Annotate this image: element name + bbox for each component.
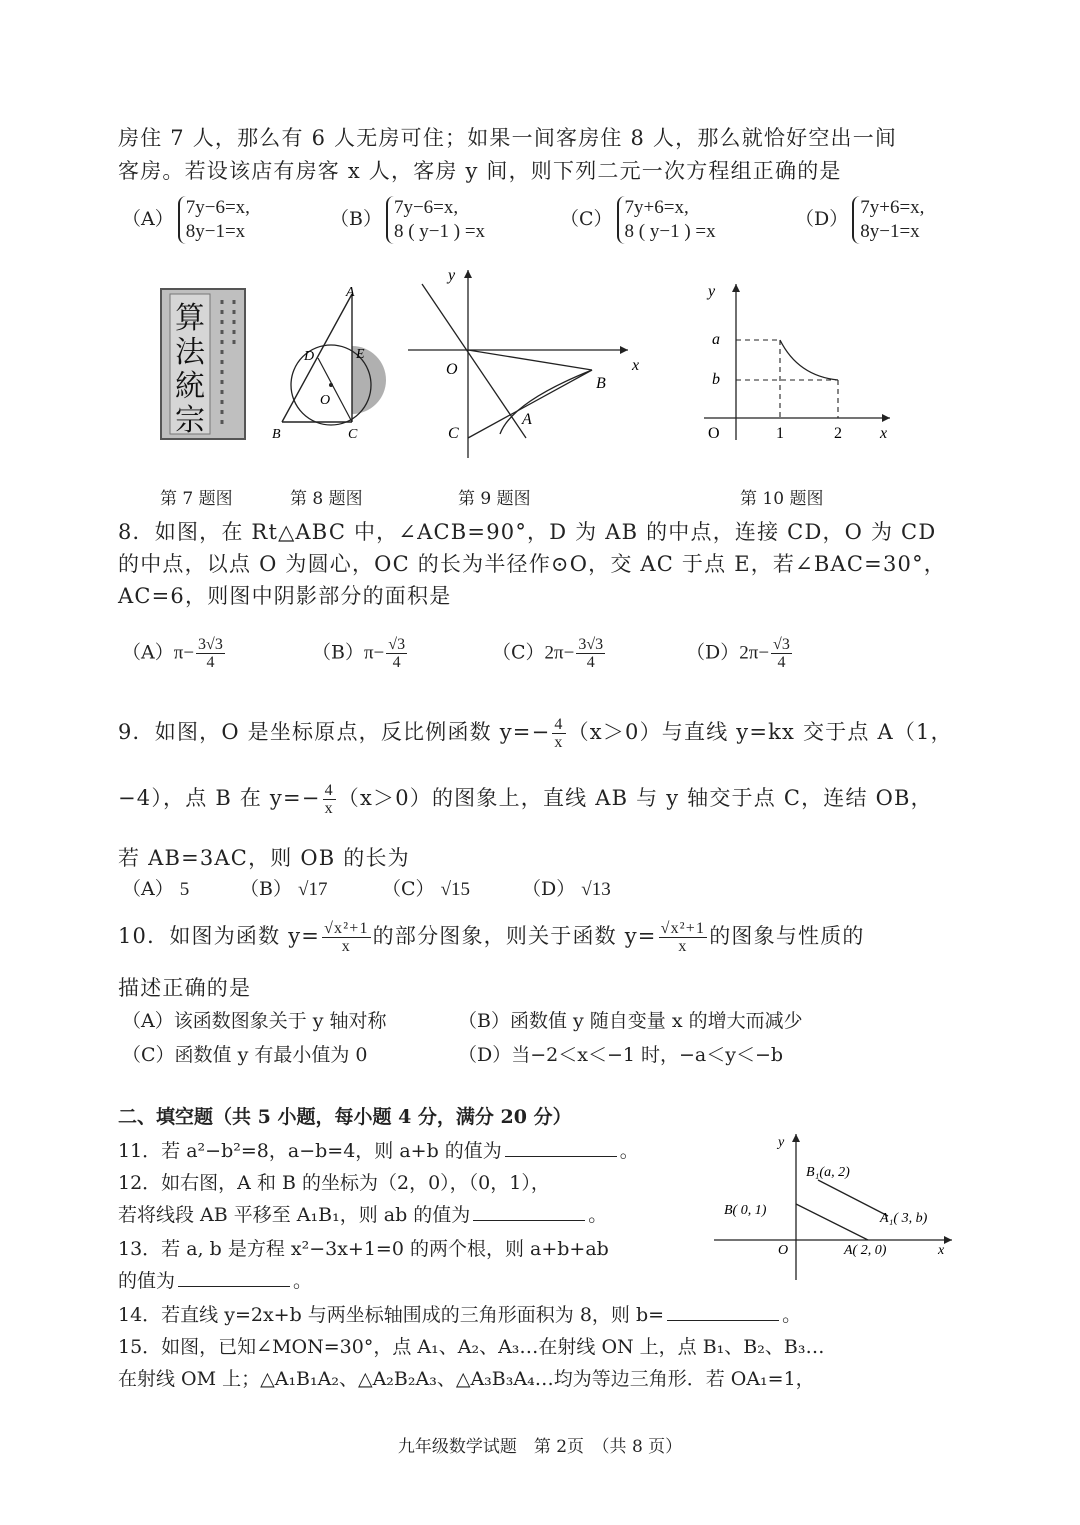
svg-text:宗: 宗 — [175, 403, 205, 438]
q9-line-1: 9．如图，O 是坐标原点，反比例函数 y=− $\frac{4}{x}$ （x＞0）与直线 y=kx 交于点 A（1， — [118, 716, 953, 751]
svg-text:y: y — [708, 283, 716, 300]
fig12-label-a: A( 2, 0) — [844, 1243, 887, 1258]
svg-text:算: 算 — [175, 301, 205, 336]
q9-option-b: （B） √17 — [240, 878, 328, 900]
fig9-caption: 第 9 题图 — [458, 489, 531, 509]
q8-line-3: AC=6，则图中阴影部分的面积是 — [118, 584, 452, 608]
q7-option-a: （A）7y−6=x, 8y−1=x — [122, 197, 250, 242]
fig12-label-x: x — [938, 1243, 945, 1258]
q8-option-b: （B）π− $\frac{√3}{4}$ — [312, 636, 406, 671]
svg-text:a: a — [712, 331, 720, 348]
svg-text:x: x — [880, 425, 888, 442]
fig9-diagram — [400, 262, 650, 462]
svg-text:O: O — [708, 425, 720, 442]
svg-text:1: 1 — [776, 425, 784, 442]
q11: 11．若 a²−b²=8，a−b=4，则 a+b 的值为 。 — [118, 1140, 639, 1162]
q9-line-3: 若 AB=3AC，则 OB 的长为 — [118, 846, 410, 870]
q8-option-d: （D）2π− $\frac{√3}{4}$ — [686, 636, 790, 671]
q9-option-d: （D） √13 — [522, 878, 611, 900]
q7-option-b: （B）7y−6=x, 8 ( y−1 ) =x — [330, 197, 486, 242]
intro-line-2: 客房。若设该店有房客 x 人，客房 y 间，则下列二元一次方程组正确的是 — [118, 159, 842, 183]
svg-text:y: y — [448, 267, 456, 284]
q14-answer-blank[interactable] — [667, 1319, 779, 1321]
q10-option-d: （D）当−2＜x＜−1 时，−a＜y＜−b — [458, 1044, 784, 1066]
svg-text:B: B — [272, 427, 281, 442]
q8-option-a: （A）π− $\frac{3√3}{4}$ — [122, 636, 223, 671]
q8-line-1: 8．如图，在 Rt△ABC 中，∠ACB=90°，D 为 AB 的中点，连接 CD，O 为 CD — [118, 520, 937, 544]
svg-text:統: 統 — [175, 369, 205, 404]
q10-option-c: （C）函数值 y 有最小值为 0 — [122, 1044, 368, 1066]
svg-text:法: 法 — [175, 335, 205, 370]
q8-option-c: （C）2π− $\frac{3√3}{4}$ — [492, 636, 604, 671]
svg-text:C: C — [348, 427, 358, 442]
q10-option-a: （A）该函数图象关于 y 轴对称 — [122, 1010, 387, 1032]
svg-text:b: b — [712, 371, 720, 388]
svg-text:B: B — [596, 375, 606, 392]
svg-text:2: 2 — [834, 425, 842, 442]
intro-line-1: 房住 7 人，那么有 6 人无房可住；如果一间客房住 8 人，那么就恰好空出一间 — [118, 126, 898, 150]
section2-heading: 二、填空题（共 5 小题，每小题 4 分，满分 20 分） — [118, 1106, 572, 1128]
q9-option-a: （A） 5 — [122, 878, 190, 900]
q8-line-2: 的中点，以点 O 为圆心，OC 的长为半径作⊙O，交 AC 于点 E，若∠BAC=30°， — [118, 552, 947, 576]
fig8-caption: 第 8 题图 — [290, 489, 363, 509]
svg-text:D: D — [304, 349, 315, 364]
q10-line-2: 描述正确的是 — [118, 976, 252, 1000]
fig12-label-y: y — [778, 1135, 785, 1150]
fig12-label-a1: A₁( 3, b) — [880, 1211, 928, 1226]
fig12-label-b: B( 0, 1) — [724, 1203, 767, 1218]
q13-answer-blank[interactable] — [178, 1285, 290, 1287]
q10-option-b: （B）函数值 y 随自变量 x 的增大而减少 — [458, 1010, 803, 1032]
q10-line-1: 10．如图为函数 y= $\frac{\text{√x²+1}}{x}$ 的部分图象，则关于函数 y= $\frac{\text{√x²+1}}{x}$ 的图象与性质的 — [118, 920, 865, 955]
fig7-book-image — [160, 288, 246, 440]
svg-text:A: A — [346, 285, 355, 300]
q15-line-1: 15．如图，已知∠MON=30°，点 A₁、A₂、A₃…在射线 ON 上，点 B₁、B₂、B₃… — [118, 1336, 825, 1358]
page-footer: 九年级数学试题 第 2页 （共 8 页） — [397, 1437, 683, 1457]
q9-line-2: −4），点 B 在 y=− $\frac{4}{x}$ （x＞0）的图象上，直线 AB 与 y 轴交于点 C，连结 OB， — [118, 782, 933, 817]
fig10-graph — [700, 278, 900, 448]
q13-line-1: 13．若 a, b 是方程 x²−3x+1=0 的两个根，则 a+b+ab — [118, 1238, 609, 1260]
q12-line-1: 12．如右图，A 和 B 的坐标为（2，0），（0，1）， — [118, 1172, 550, 1194]
q11-answer-blank[interactable] — [505, 1155, 617, 1157]
q13-line-2: 的值为 。 — [118, 1270, 313, 1292]
q12-line-2: 若将线段 AB 平移至 A₁B₁，则 ab 的值为 。 — [118, 1204, 608, 1226]
svg-text:C: C — [448, 425, 459, 442]
q15-line-2: 在射线 OM 上；△A₁B₁A₂、△A₂B₂A₃、△A₃B₃A₄…均为等边三角形．若 OA₁=1， — [118, 1368, 815, 1390]
q14: 14．若直线 y=2x+b 与两坐标轴围成的三角形面积为 8，则 b= 。 — [118, 1304, 802, 1326]
svg-text:A: A — [522, 411, 532, 428]
svg-text:x: x — [632, 357, 640, 374]
q12-answer-blank[interactable] — [473, 1219, 585, 1221]
svg-text:E: E — [356, 347, 365, 362]
fig12-label-o: O — [778, 1243, 789, 1258]
q9-option-c: （C） √15 — [382, 878, 471, 900]
svg-text:O: O — [446, 361, 458, 378]
fig12-diagram — [708, 1128, 964, 1284]
svg-text:O: O — [320, 393, 331, 408]
fig8-diagram — [268, 282, 408, 447]
fig12-label-b1: B₁(a, 2) — [806, 1165, 850, 1180]
q7-option-d: （D）7y+6=x, 8y−1=x — [795, 197, 925, 242]
q7-option-c: （C）7y+6=x, 8 ( y−1 ) =x — [560, 197, 716, 242]
fig7-caption: 第 7 题图 — [160, 489, 233, 509]
fig10-caption: 第 10 题图 — [740, 489, 824, 509]
